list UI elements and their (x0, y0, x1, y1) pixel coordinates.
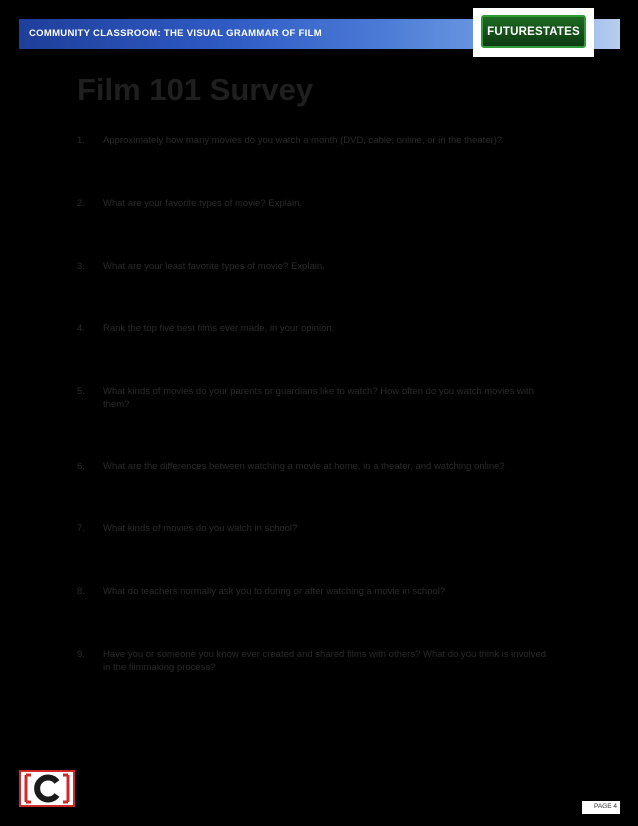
question-number: 7. (77, 523, 85, 534)
header-title: COMMUNITY CLASSROOM: THE VISUAL GRAMMAR OF FILM (29, 28, 322, 39)
question-number: 8. (77, 586, 85, 597)
question-number: 2. (77, 198, 85, 209)
futurestates-logo-badge (481, 15, 586, 48)
futurestates-logo-text: FUTURESTATES (487, 25, 580, 38)
question-text: Have you or someone you know ever created and shared films with others? What do you think is involved in the filmmaking process? (103, 649, 547, 673)
question-text: What kinds of movies do you watch in school? (103, 523, 298, 534)
question-number: 9. (77, 649, 85, 660)
futurestates-logo (473, 8, 594, 57)
question-text: What are your favorite types of movie? Explain. (103, 198, 303, 209)
question-text: What are the differences between watching a movie at home, in a theater, and watching online? (103, 461, 505, 472)
question-text: What are your least favorite types of movie? Explain. (103, 261, 325, 272)
question-number: 3. (77, 261, 85, 272)
question-text: Rank the top five best films ever made, in your opinion. (103, 323, 335, 334)
question-number: 4. (77, 323, 85, 334)
page-number-tab: PAGE 4 (582, 801, 620, 814)
question-text: Approximately how many movies do you watch a month (DVD, cable, online, or in the theater)? (103, 135, 503, 146)
question-number: 6. (77, 461, 85, 472)
question-number: 5. (77, 386, 85, 397)
page-title: Film 101 Survey (77, 72, 314, 107)
question-text: What kinds of movies do your parents or guardians like to watch? How often do you watch movies with them? (103, 386, 534, 410)
question-text: What do teachers normally ask you to during or after watching a movie in school? (103, 586, 446, 597)
community-classroom-logo (19, 770, 75, 807)
question-number: 1. (77, 135, 85, 146)
community-classroom-logo-icon (21, 772, 73, 805)
